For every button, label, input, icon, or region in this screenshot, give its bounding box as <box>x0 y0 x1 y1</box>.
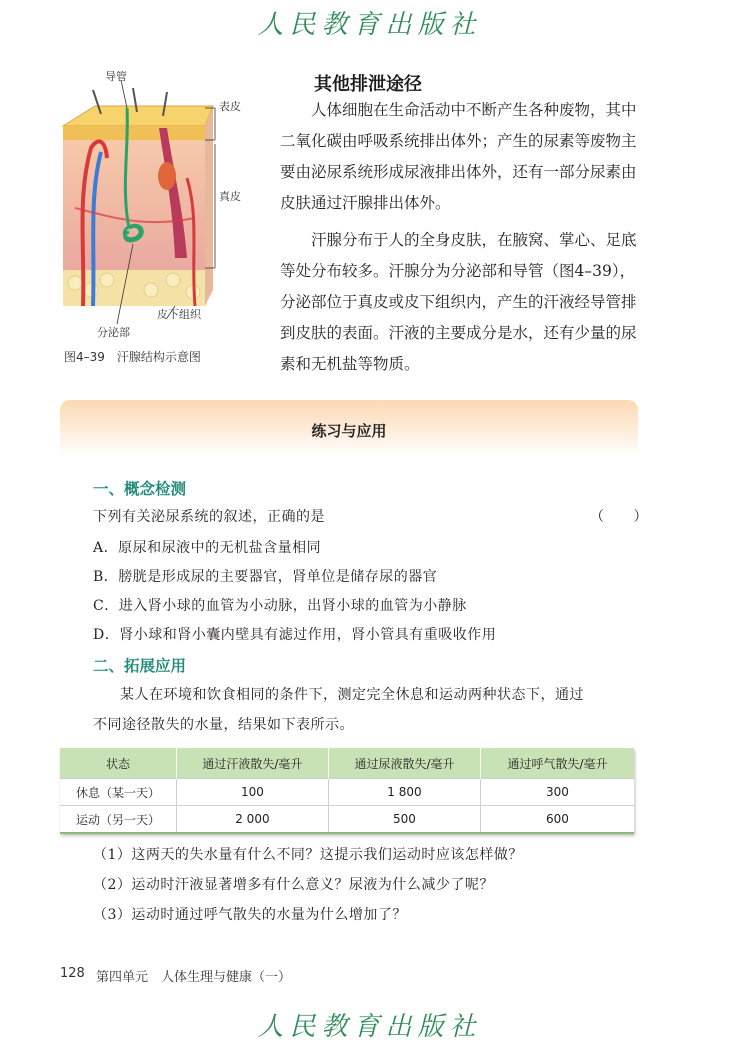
header-state: 状态 <box>60 748 176 779</box>
cell-urine: 500 <box>328 806 480 833</box>
cell-breath: 600 <box>480 806 634 833</box>
page-number: 128 <box>60 966 85 981</box>
publisher-logo-bottom: 人民教育出版社 <box>257 1012 482 1042</box>
sub-question-1: （1）这两天的失水量有什么不同？这提示我们运动时应该怎样做？ <box>93 847 523 863</box>
header-breath: 通过呼气散失/毫升 <box>480 748 634 779</box>
paragraph-2: 汗腺分布于人的全身皮肤，在腋窝、掌心、足底等处分布较多。汗腺分为分泌部和导管（图4–39），分泌部位于真皮或皮下组织内，产生的汗液经导管排到皮肤的表面。汗液的主要成分是水，还有少量的尿素和无机盐等物质。 <box>280 231 637 373</box>
label-dermis: 真皮 <box>219 190 241 203</box>
answer-bracket: （ ） <box>590 509 648 525</box>
cell-urine: 1 800 <box>328 779 480 806</box>
sweat-gland-figure <box>55 68 265 358</box>
cell-state: 休息（某一天） <box>60 779 176 806</box>
option-d: D．肾小球和肾小囊内壁具有滤过作用，肾小管具有重吸收作用 <box>93 627 497 643</box>
option-b: B．膀胱是形成尿的主要器官，肾单位是储存尿的器官 <box>93 569 438 585</box>
water-loss-table <box>60 748 634 834</box>
table-row <box>60 779 634 806</box>
label-duct: 导管 <box>105 70 127 83</box>
option-a: A．原尿和尿液中的无机盐含量相同 <box>93 540 322 556</box>
part2-heading: 二、拓展应用 <box>93 657 187 675</box>
publisher-logo-top: 人民教育出版社 <box>257 10 482 40</box>
intro-line-1: 某人在环境和饮食相同的条件下，测定完全休息和运动两种状态下，通过 <box>120 687 584 703</box>
figure-caption: 图4–39 汗腺结构示意图 <box>64 350 201 364</box>
sub-question-3: （3）运动时通过呼气散失的水量为什么增加了？ <box>93 907 407 923</box>
part1-heading: 一、概念检测 <box>93 480 187 498</box>
cell-sweat: 100 <box>176 779 328 806</box>
paragraph-1: 人体细胞在生命活动中不断产生各种废物，其中二氧化碳由呼吸系统排出体外；产生的尿素等废物主要由泌尿系统形成尿液排出体外，还有一部分尿素由皮肤通过汗腺排出体外。 <box>280 101 637 212</box>
sub-question-2: （2）运动时汗液显著增多有什么意义？尿液为什么减少了呢？ <box>93 877 494 893</box>
cell-state: 运动（另一天） <box>60 806 176 833</box>
question-stem: 下列有关泌尿系统的叙述，正确的是 <box>93 509 325 525</box>
header-sweat: 通过汗液散失/毫升 <box>176 748 328 779</box>
label-subcutaneous: 皮下组织 <box>157 308 201 321</box>
intro-line-2: 不同途径散失的水量，结果如下表所示。 <box>93 717 354 733</box>
table-row <box>60 806 634 833</box>
option-c: C．进入肾小球的血管为小动脉，出肾小球的血管为小静脉 <box>93 598 467 614</box>
section-body <box>280 95 642 380</box>
unit-title: 第四单元 人体生理与健康（一） <box>96 970 292 985</box>
header-urine: 通过尿液散失/毫升 <box>328 748 480 779</box>
label-epidermis: 表皮 <box>219 100 241 113</box>
cell-breath: 300 <box>480 779 634 806</box>
table-header-row <box>60 748 634 779</box>
exercise-title: 练习与应用 <box>311 422 387 440</box>
label-secretory-part: 分泌部 <box>97 326 130 339</box>
section-title: 其他排泄途径 <box>314 74 422 95</box>
cell-sweat: 2 000 <box>176 806 328 833</box>
